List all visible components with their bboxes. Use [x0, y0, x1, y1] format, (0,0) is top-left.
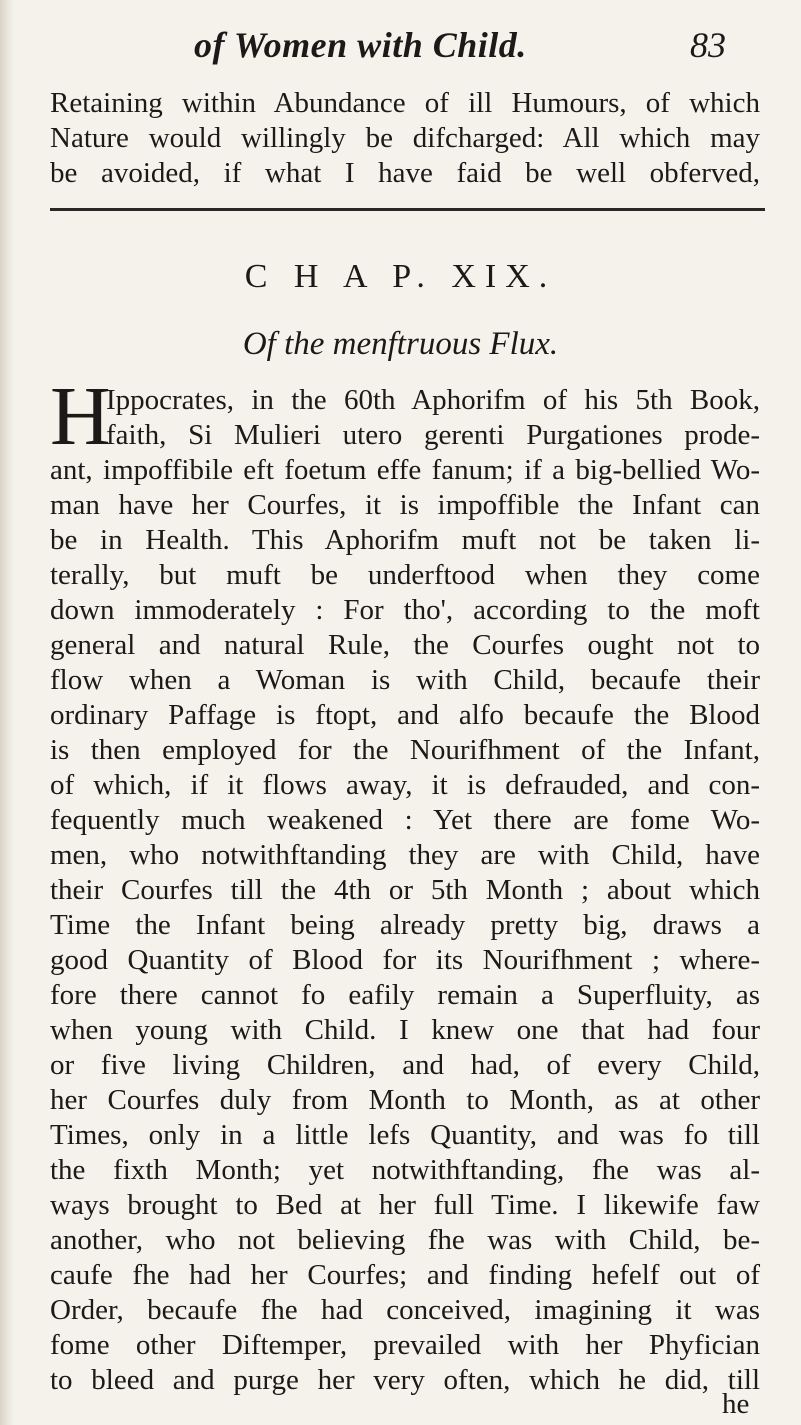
- text-line: man have her Courfes, it is impoffible the Infant can: [50, 489, 760, 521]
- text-line: is then employed for the Nourifhment of the Infant,: [50, 734, 760, 766]
- text-line: general and natural Rule, the Courfes ought not to: [50, 629, 760, 661]
- text-line: Ippocrates, in the 60th Aphorifm of his 5th Book,: [106, 384, 760, 416]
- drop-cap: H: [50, 370, 111, 463]
- page-number: 83: [690, 25, 726, 65]
- text-line: ant, impoffibile eft foetum effe fanum; if a big-bellied Wo-: [50, 454, 760, 486]
- text-line: when young with Child. I knew one that had four: [50, 1014, 760, 1046]
- text-line: another, who not believing fhe was with Child, be-: [50, 1224, 760, 1256]
- intro-paragraph: [50, 86, 760, 191]
- chapter-subtitle: Of the menftruous Flux.: [242, 326, 559, 362]
- text-line: the fixth Month; yet notwithftanding, fhe was al-: [50, 1154, 760, 1186]
- text-line: flow when a Woman is with Child, becaufe their: [50, 664, 760, 696]
- text-line: good Quantity of Blood for its Nourifhment ; where-: [50, 944, 760, 976]
- text-line: Time the Infant being already pretty big, draws a: [50, 909, 760, 941]
- text-line: ways brought to Bed at her full Time. I likewife faw: [50, 1189, 760, 1221]
- text-line: Times, only in a little lefs Quantity, and was fo till: [50, 1119, 760, 1151]
- text-line: caufe fhe had her Courfes; and finding hefelf out of: [50, 1259, 760, 1291]
- text-line: terally, but muft be underftood when they come: [50, 559, 760, 591]
- text-line: or five living Children, and had, of every Child,: [50, 1049, 760, 1081]
- text-line: faith, Si Mulieri utero gerenti Purgationes prode-: [106, 419, 760, 451]
- section-divider: [50, 208, 765, 211]
- text-line: be avoided, if what I have faid be well obferved,: [50, 157, 760, 189]
- page-binding-shadow: [0, 0, 14, 1425]
- text-line: Retaining within Abundance of ill Humours, of which: [50, 87, 760, 119]
- body-paragraph: [50, 383, 760, 1398]
- text-line: Nature would willingly be difcharged: All which may: [50, 122, 760, 154]
- chapter-heading: C H A P. XIX.: [244, 258, 557, 295]
- text-line: be in Health. This Aphorifm muft not be taken li-: [50, 524, 760, 556]
- text-line: men, who notwithftanding they are with Child, have: [50, 839, 760, 871]
- text-line: fore there cannot fo eafily remain a Superfluity, as: [50, 979, 760, 1011]
- text-line: fequently much weakened : Yet there are fome Wo-: [50, 804, 760, 836]
- catchword: he: [722, 1388, 750, 1420]
- text-line: Order, becaufe fhe had conceived, imagining it was: [50, 1294, 760, 1326]
- text-line: down immoderately : For tho', according to the moft: [50, 594, 760, 626]
- text-line: her Courfes duly from Month to Month, as at other: [50, 1084, 760, 1116]
- text-line: to bleed and purge her very often, which he did, till: [50, 1364, 760, 1396]
- running-head: [0, 24, 801, 74]
- text-line: fome other Diftemper, prevailed with her Phyfician: [50, 1329, 760, 1361]
- running-title: of Women with Child.: [194, 25, 527, 65]
- text-line: of which, if it flows away, it is defrauded, and con-: [50, 769, 760, 801]
- text-line: ordinary Paffage is ftopt, and alfo becaufe the Blood: [50, 699, 760, 731]
- text-line: their Courfes till the 4th or 5th Month ; about which: [50, 874, 760, 906]
